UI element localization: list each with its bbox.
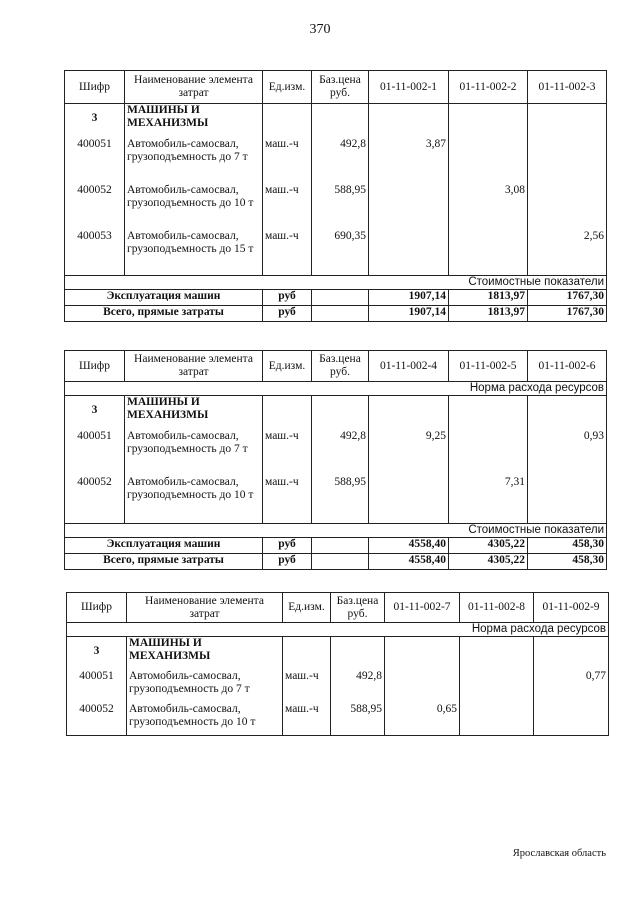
header-col-2: 01-11-002-5 <box>449 351 528 382</box>
row-value-3 <box>528 476 607 524</box>
norm-caption: Норма расхода ресурсов <box>65 382 607 396</box>
row-value-2 <box>449 138 528 184</box>
summary-value-1: 4558,40 <box>369 554 449 570</box>
header-col-1: 01-11-002-4 <box>369 351 449 382</box>
row-value-1: 9,25 <box>369 430 449 476</box>
row-code: 400051 <box>67 670 127 703</box>
summary-label: Эксплуатация машин <box>65 538 263 554</box>
row-unit: маш.-ч <box>283 703 331 736</box>
row-code: 400052 <box>67 703 127 736</box>
header-name: Наименование элемента затрат <box>127 593 283 623</box>
row-price: 492,8 <box>312 138 369 184</box>
summary-value-2: 1813,97 <box>449 306 528 322</box>
table-row <box>65 476 607 524</box>
row-unit: маш.-ч <box>263 184 312 230</box>
resource-table-3 <box>66 592 609 736</box>
header-col-1: 01-11-002-1 <box>369 71 449 104</box>
row-value-1 <box>369 230 449 276</box>
header-price: Баз.цена руб. <box>331 593 385 623</box>
summary-label: Эксплуатация машин <box>65 290 263 306</box>
row-unit: маш.-ч <box>263 430 312 476</box>
row-price: 492,8 <box>331 670 385 703</box>
page-number: 370 <box>309 22 331 37</box>
row-name: Автомобиль-самосвал, грузоподъемность до 7 т <box>125 430 263 476</box>
row-code: 400053 <box>65 230 125 276</box>
header-col-3: 01-11-002-9 <box>534 593 609 623</box>
row-name: Автомобиль-самосвал, грузоподъемность до 15 т <box>125 230 263 276</box>
row-name: Автомобиль-самосвал, грузоподъемность до 10 т <box>127 703 283 736</box>
table-row <box>65 184 607 230</box>
header-unit: Ед.изм. <box>263 351 312 382</box>
row-price: 588,95 <box>312 184 369 230</box>
row-unit: маш.-ч <box>263 230 312 276</box>
section-title: МАШИНЫ И МЕХАНИЗМЫ <box>125 396 263 430</box>
row-code: 400052 <box>65 476 125 524</box>
row-value-3: 0,93 <box>528 430 607 476</box>
header-col-3: 01-11-002-6 <box>528 351 607 382</box>
cost-caption: Стоимостные показатели <box>65 524 607 538</box>
row-name: Автомобиль-самосвал, грузоподъемность до 10 т <box>125 476 263 524</box>
section-title: МАШИНЫ И МЕХАНИЗМЫ <box>125 104 263 138</box>
summary-label: Всего, прямые затраты <box>65 554 263 570</box>
row-code: 400051 <box>65 430 125 476</box>
header-unit: Ед.изм. <box>263 71 312 104</box>
summary-unit: руб <box>263 554 312 570</box>
row-value-2: 3,08 <box>449 184 528 230</box>
resource-table-2 <box>64 350 607 570</box>
row-value-1: 0,65 <box>385 703 460 736</box>
summary-value-2: 1813,97 <box>449 290 528 306</box>
header-name: Наименование элемента затрат <box>125 71 263 104</box>
summary-value-1: 1907,14 <box>369 290 449 306</box>
header-unit: Ед.изм. <box>283 593 331 623</box>
summary-value-2: 4305,22 <box>449 554 528 570</box>
row-name: Автомобиль-самосвал, грузоподъемность до 10 т <box>125 184 263 230</box>
row-value-3: 2,56 <box>528 230 607 276</box>
row-value-2 <box>460 703 534 736</box>
row-unit: маш.-ч <box>263 476 312 524</box>
footer-region: Ярославская область <box>512 848 606 859</box>
row-value-3 <box>534 703 609 736</box>
summary-value-1: 4558,40 <box>369 538 449 554</box>
section-code: 3 <box>67 637 127 670</box>
row-name: Автомобиль-самосвал, грузоподъемность до 7 т <box>127 670 283 703</box>
row-price: 690,35 <box>312 230 369 276</box>
header-code: Шифр <box>67 593 127 623</box>
row-value-2 <box>449 430 528 476</box>
header-col-2: 01-11-002-8 <box>460 593 534 623</box>
header-name: Наименование элемента затрат <box>125 351 263 382</box>
table-row <box>65 430 607 476</box>
row-value-1 <box>369 184 449 230</box>
header-code: Шифр <box>65 351 125 382</box>
row-name: Автомобиль-самосвал, грузоподъемность до 7 т <box>125 138 263 184</box>
row-value-2: 7,31 <box>449 476 528 524</box>
row-value-1 <box>385 670 460 703</box>
summary-row <box>65 538 607 554</box>
section-code: 3 <box>65 396 125 430</box>
summary-value-2: 4305,22 <box>449 538 528 554</box>
summary-value-1: 1907,14 <box>369 306 449 322</box>
section-code: 3 <box>65 104 125 138</box>
row-value-3: 0,77 <box>534 670 609 703</box>
header-price: Баз.цена руб. <box>312 71 369 104</box>
norm-caption: Норма расхода ресурсов <box>67 623 609 637</box>
row-value-2 <box>449 230 528 276</box>
summary-value-3: 458,30 <box>528 554 607 570</box>
row-code: 400051 <box>65 138 125 184</box>
row-unit: маш.-ч <box>263 138 312 184</box>
row-price: 492,8 <box>312 430 369 476</box>
row-price: 588,95 <box>331 703 385 736</box>
row-price: 588,95 <box>312 476 369 524</box>
header-col-2: 01-11-002-2 <box>449 71 528 104</box>
row-value-1 <box>369 476 449 524</box>
row-value-3 <box>528 184 607 230</box>
summary-row <box>65 290 607 306</box>
section-title: МАШИНЫ И МЕХАНИЗМЫ <box>127 637 283 670</box>
summary-unit: руб <box>263 538 312 554</box>
summary-label: Всего, прямые затраты <box>65 306 263 322</box>
header-col-3: 01-11-002-3 <box>528 71 607 104</box>
summary-value-3: 458,30 <box>528 538 607 554</box>
row-value-1: 3,87 <box>369 138 449 184</box>
resource-table-1 <box>64 70 607 322</box>
summary-row <box>65 554 607 570</box>
summary-row <box>65 306 607 322</box>
cost-caption: Стоимостные показатели <box>65 276 607 290</box>
table-row <box>65 230 607 276</box>
table-row <box>67 670 609 703</box>
row-unit: маш.-ч <box>283 670 331 703</box>
header-col-1: 01-11-002-7 <box>385 593 460 623</box>
header-price: Баз.цена руб. <box>312 351 369 382</box>
summary-value-3: 1767,30 <box>528 306 607 322</box>
summary-unit: руб <box>263 306 312 322</box>
summary-value-3: 1767,30 <box>528 290 607 306</box>
row-value-2 <box>460 670 534 703</box>
row-code: 400052 <box>65 184 125 230</box>
table-row <box>67 703 609 736</box>
table-row <box>65 138 607 184</box>
row-value-3 <box>528 138 607 184</box>
header-code: Шифр <box>65 71 125 104</box>
summary-unit: руб <box>263 290 312 306</box>
